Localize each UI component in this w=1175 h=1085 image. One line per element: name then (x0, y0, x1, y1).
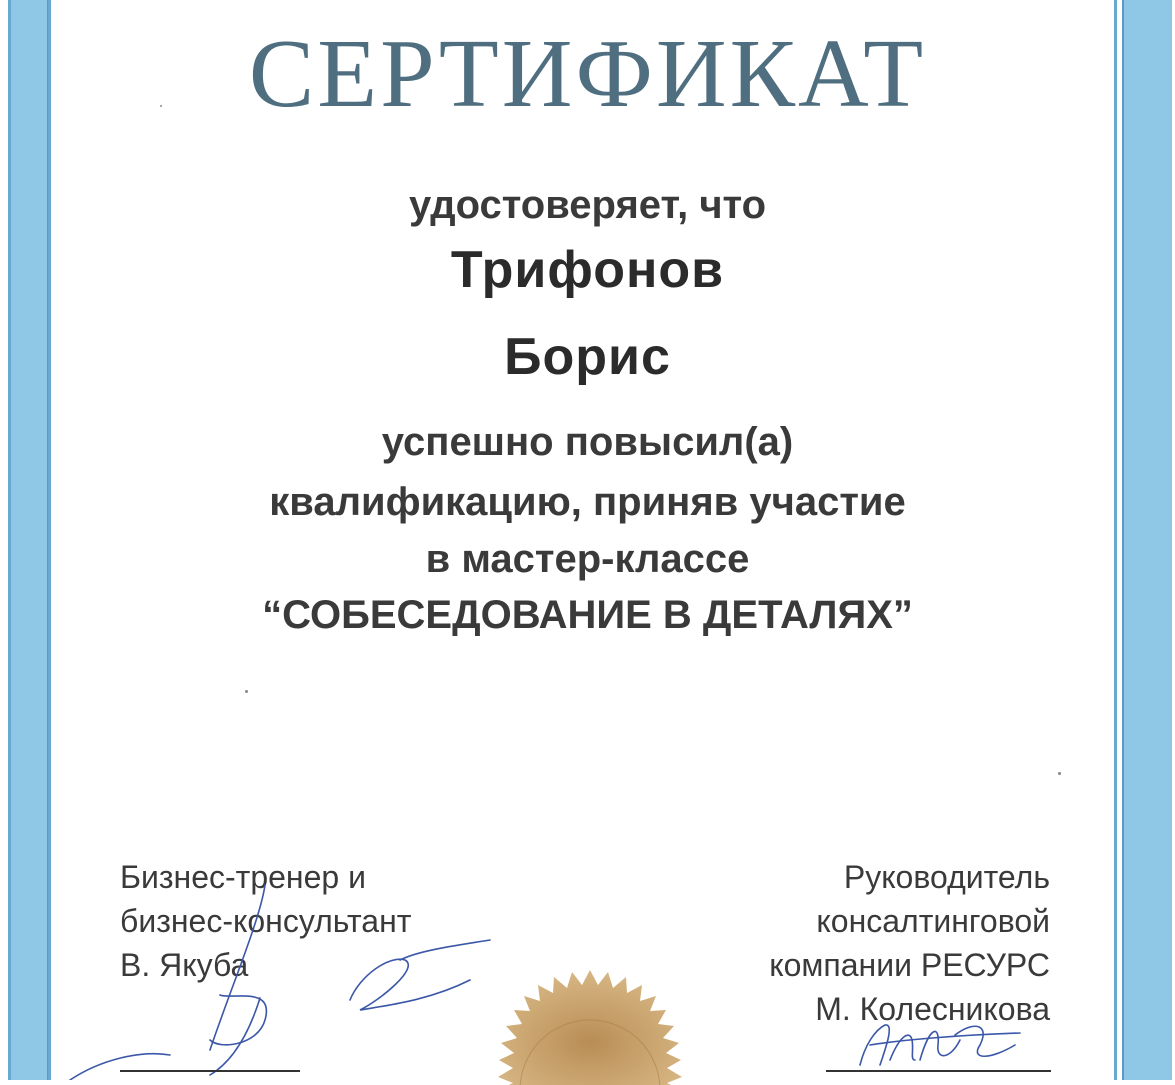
certificate-title: СЕРТИФИКАТ (248, 20, 927, 128)
body-line-3: в мастер-классе (425, 537, 750, 581)
left-signature-line (120, 1070, 300, 1072)
body-line-2: квалификацию, приняв участие (269, 480, 906, 524)
paper-speck (160, 105, 162, 107)
body-line-1: успешно повысил(а) (381, 420, 794, 464)
recipient-first-name: Борис (504, 328, 671, 386)
signatory-left-role-2: бизнес-консультант (120, 903, 412, 939)
signatory-right-role-3: компании РЕСУРС (769, 947, 1050, 983)
certifies-text: удостоверяет, что (408, 183, 767, 227)
signatory-left-name: В. Якуба (120, 947, 249, 983)
right-signature-icon (840, 1005, 1040, 1080)
signatory-right-role-2: консалтинговой (816, 903, 1050, 939)
recipient-surname: Трифонов (450, 241, 725, 299)
right-signature-line (826, 1070, 1051, 1072)
paper-speck (1058, 772, 1061, 775)
signatory-left-role-1: Бизнес-тренер и (120, 859, 366, 895)
seal-icon (455, 965, 725, 1085)
signatory-right-role-1: Руководитель (843, 859, 1050, 895)
signatory-right-name: М. Колесникова (815, 991, 1050, 1027)
course-title: “СОБЕСЕДОВАНИЕ В ДЕТАЛЯХ” (262, 593, 913, 637)
paper-speck (245, 690, 248, 693)
